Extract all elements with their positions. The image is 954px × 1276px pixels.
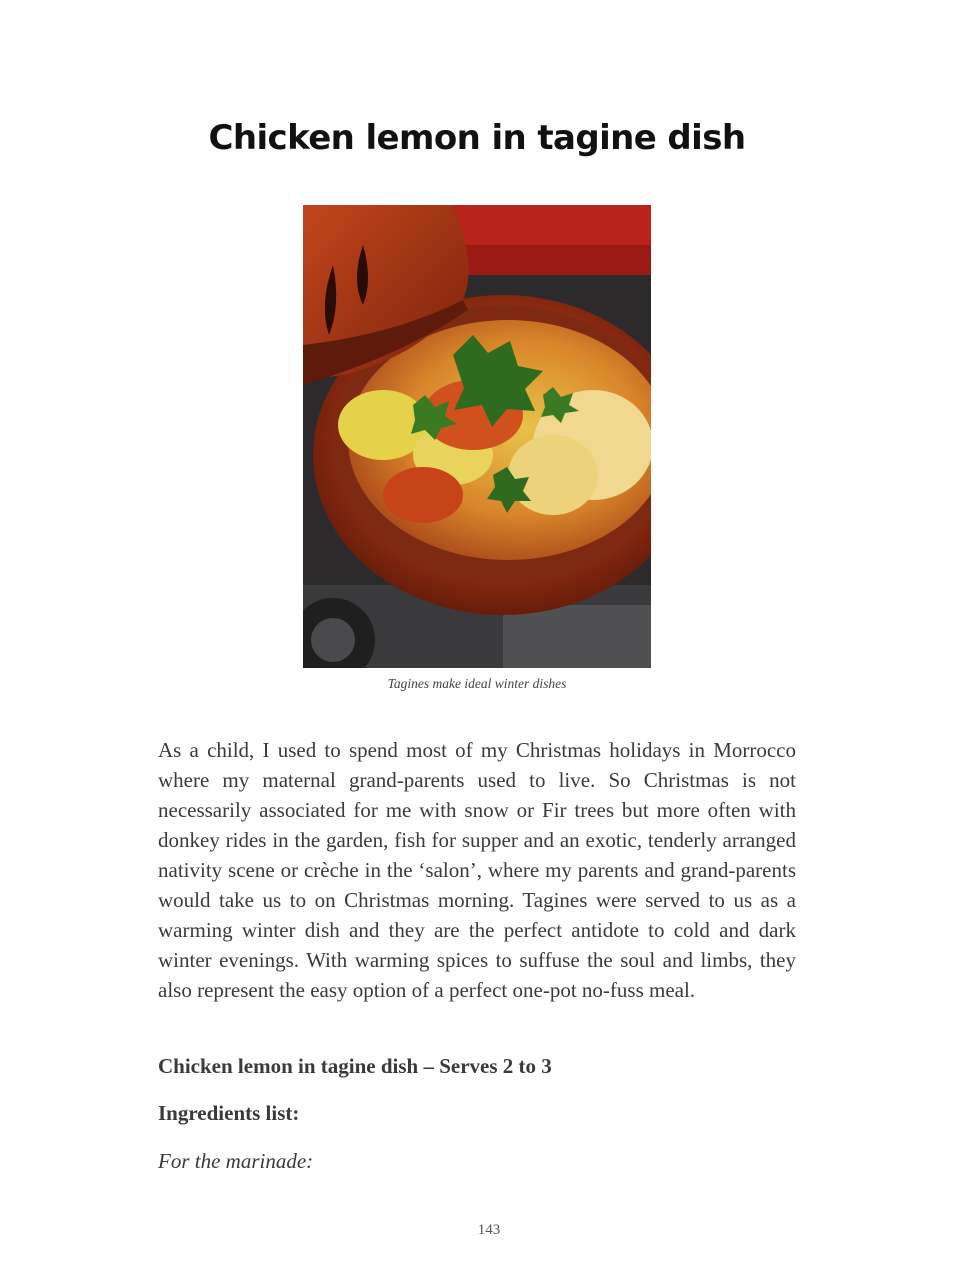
ingredients-heading: Ingredients list: (158, 1101, 300, 1125)
marinade-subheading: For the marinade: (158, 1149, 314, 1173)
intro-paragraph: As a child, I used to spend most of my Christmas holidays in Morrocco where my maternal grand-parents used to live. So Christmas is not necessarily associated for me with snow or Fir trees but more often with donkey rides in the garden, fish for supper and an exotic, tenderly arranged nativity scene or crèche in the ‘salon’, where my parents and grand-parents would take us to on Christmas morning. Tagines were served to us as a warming winter dish and they are the perfect antidote to cold and dark winter evenings. With warming spices to suffuse the soul and limbs, they also represent the easy option of a perfect one-pot no-fuss meal. (158, 738, 796, 1002)
recipe-heading: Chicken lemon in tagine dish – Serves 2 to 3 (158, 1054, 552, 1078)
page-title: Chicken lemon in tagine dish (208, 118, 746, 158)
tagine-photo (303, 205, 651, 668)
photo-caption: Tagines make ideal winter dishes (387, 676, 567, 691)
page-number: 143 (477, 1222, 501, 1238)
